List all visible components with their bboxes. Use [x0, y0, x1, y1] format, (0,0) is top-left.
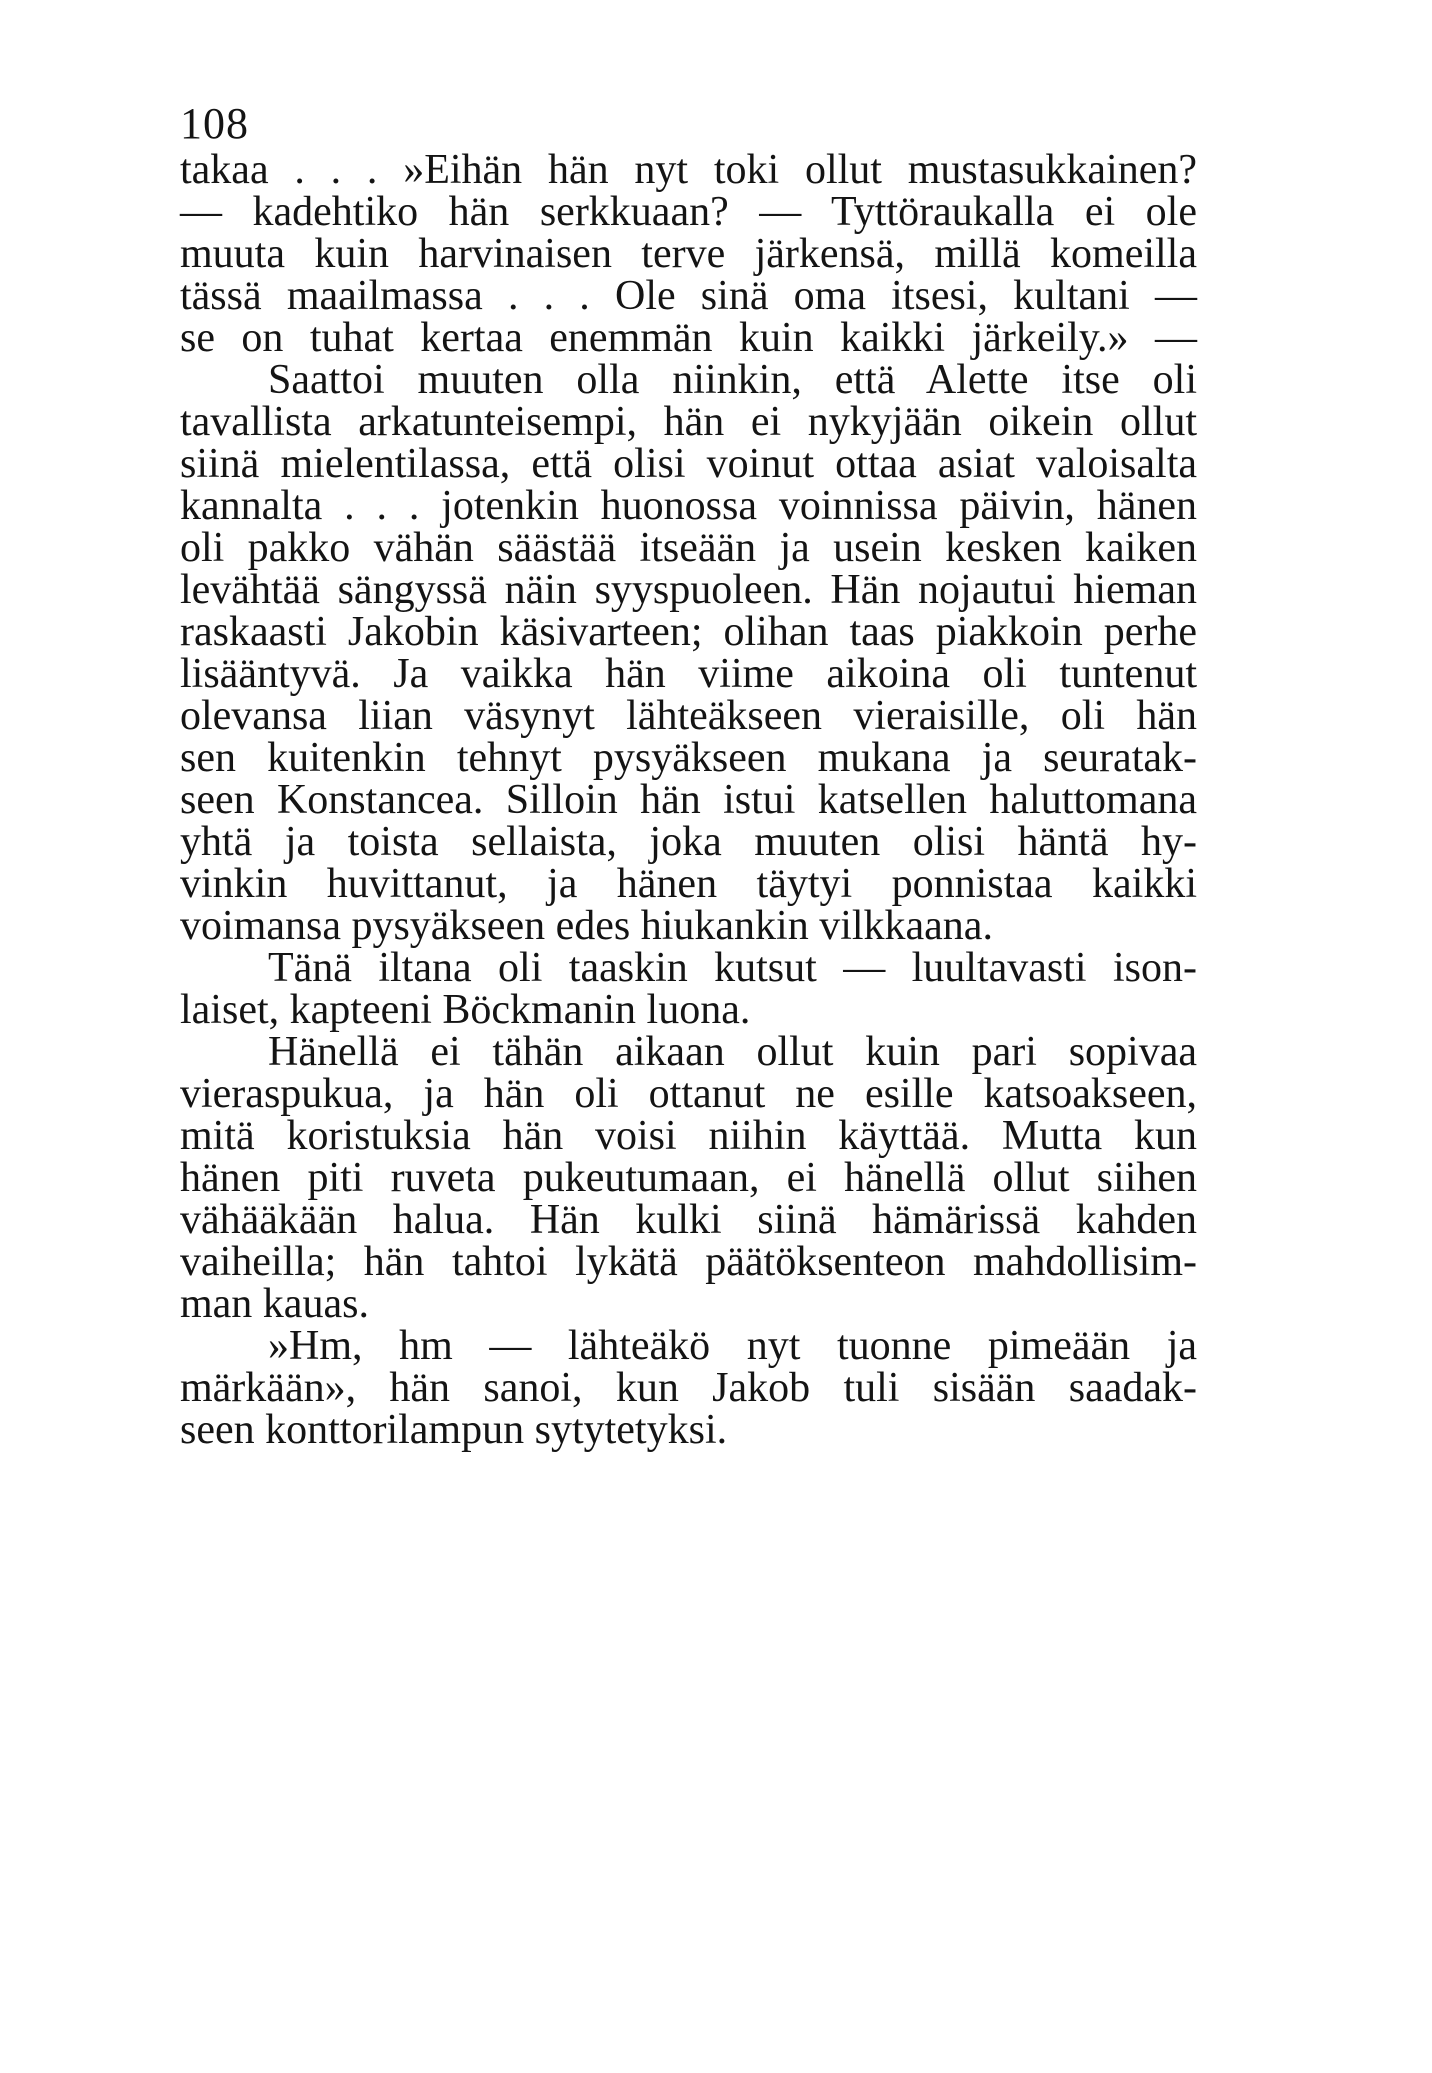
- text-line: lisääntyvä. Ja vaikka hän viime aikoina oli tuntenut: [180, 651, 1197, 697]
- text-line: vaiheilla; hän tahtoi lykätä päätöksenteon mahdollisim-: [180, 1239, 1197, 1285]
- text-line: Hänellä ei tähän aikaan ollut kuin pari sopivaa: [268, 1029, 1197, 1075]
- text-line: »Hm, hm — lähteäkö nyt tuonne pimeään ja: [268, 1323, 1197, 1369]
- text-line: vinkin huvittanut, ja hänen täytyi ponnistaa kaikki: [180, 861, 1197, 907]
- text-line: oli pakko vähän säästää itseään ja usein kesken kaiken: [180, 525, 1197, 571]
- text-line: sen kuitenkin tehnyt pysyäkseen mukana ja seuratak-: [180, 735, 1197, 781]
- text-line: olevansa liian väsynyt lähteäkseen vieraisille, oli hän: [180, 693, 1197, 739]
- text-line: levähtää sängyssä näin syyspuoleen. Hän nojautui hieman: [180, 567, 1197, 613]
- text-line: vähääkään halua. Hän kulki siinä hämärissä kahden: [180, 1197, 1197, 1243]
- text-line: tavallista arkatunteisempi, hän ei nykyjään oikein ollut: [180, 399, 1197, 445]
- text-line: hänen piti ruveta pukeutumaan, ei hänellä ollut siihen: [180, 1155, 1197, 1201]
- text-line: tässä maailmassa . . . Ole sinä oma itsesi, kultani —: [180, 273, 1197, 319]
- text-line: raskaasti Jakobin käsivarteen; olihan taas piakkoin perhe: [180, 609, 1197, 655]
- text-line: Tänä iltana oli taaskin kutsut — luultavasti ison-: [268, 945, 1197, 991]
- text-line: seen Konstancea. Silloin hän istui katsellen haluttomana: [180, 777, 1197, 823]
- text-line: man kauas.: [180, 1281, 369, 1327]
- text-line: muuta kuin harvinaisen terve järkensä, millä komeilla: [180, 231, 1197, 277]
- text-line: mitä koristuksia hän voisi niihin käyttää. Mutta kun: [180, 1113, 1197, 1159]
- text-line: seen konttorilampun sytytetyksi.: [180, 1407, 728, 1453]
- text-line: se on tuhat kertaa enemmän kuin kaikki järkeily.» —: [180, 315, 1197, 361]
- text-line: Saattoi muuten olla niinkin, että Alette itse oli: [268, 357, 1197, 403]
- text-line: yhtä ja toista sellaista, joka muuten olisi häntä hy-: [180, 819, 1197, 865]
- text-line: märkään», hän sanoi, kun Jakob tuli sisään saadak-: [180, 1365, 1197, 1411]
- text-line: voimansa pysyäkseen edes hiukankin vilkkaana.: [180, 903, 993, 949]
- page-number: 108: [180, 99, 249, 148]
- text-line: vieraspukua, ja hän oli ottanut ne esille katsoakseen,: [180, 1071, 1197, 1117]
- text-line: siinä mielentilassa, että olisi voinut ottaa asiat valoisalta: [180, 441, 1197, 487]
- text-line: — kadehtiko hän serkkuaan? — Tyttöraukalla ei ole: [180, 189, 1197, 235]
- text-line: takaa . . . »Eihän hän nyt toki ollut mustasukkainen?: [180, 147, 1197, 193]
- text-line: laiset, kapteeni Böckmanin luona.: [180, 987, 751, 1033]
- text-line: kannalta . . . jotenkin huonossa voinnissa päivin, hänen: [180, 483, 1197, 529]
